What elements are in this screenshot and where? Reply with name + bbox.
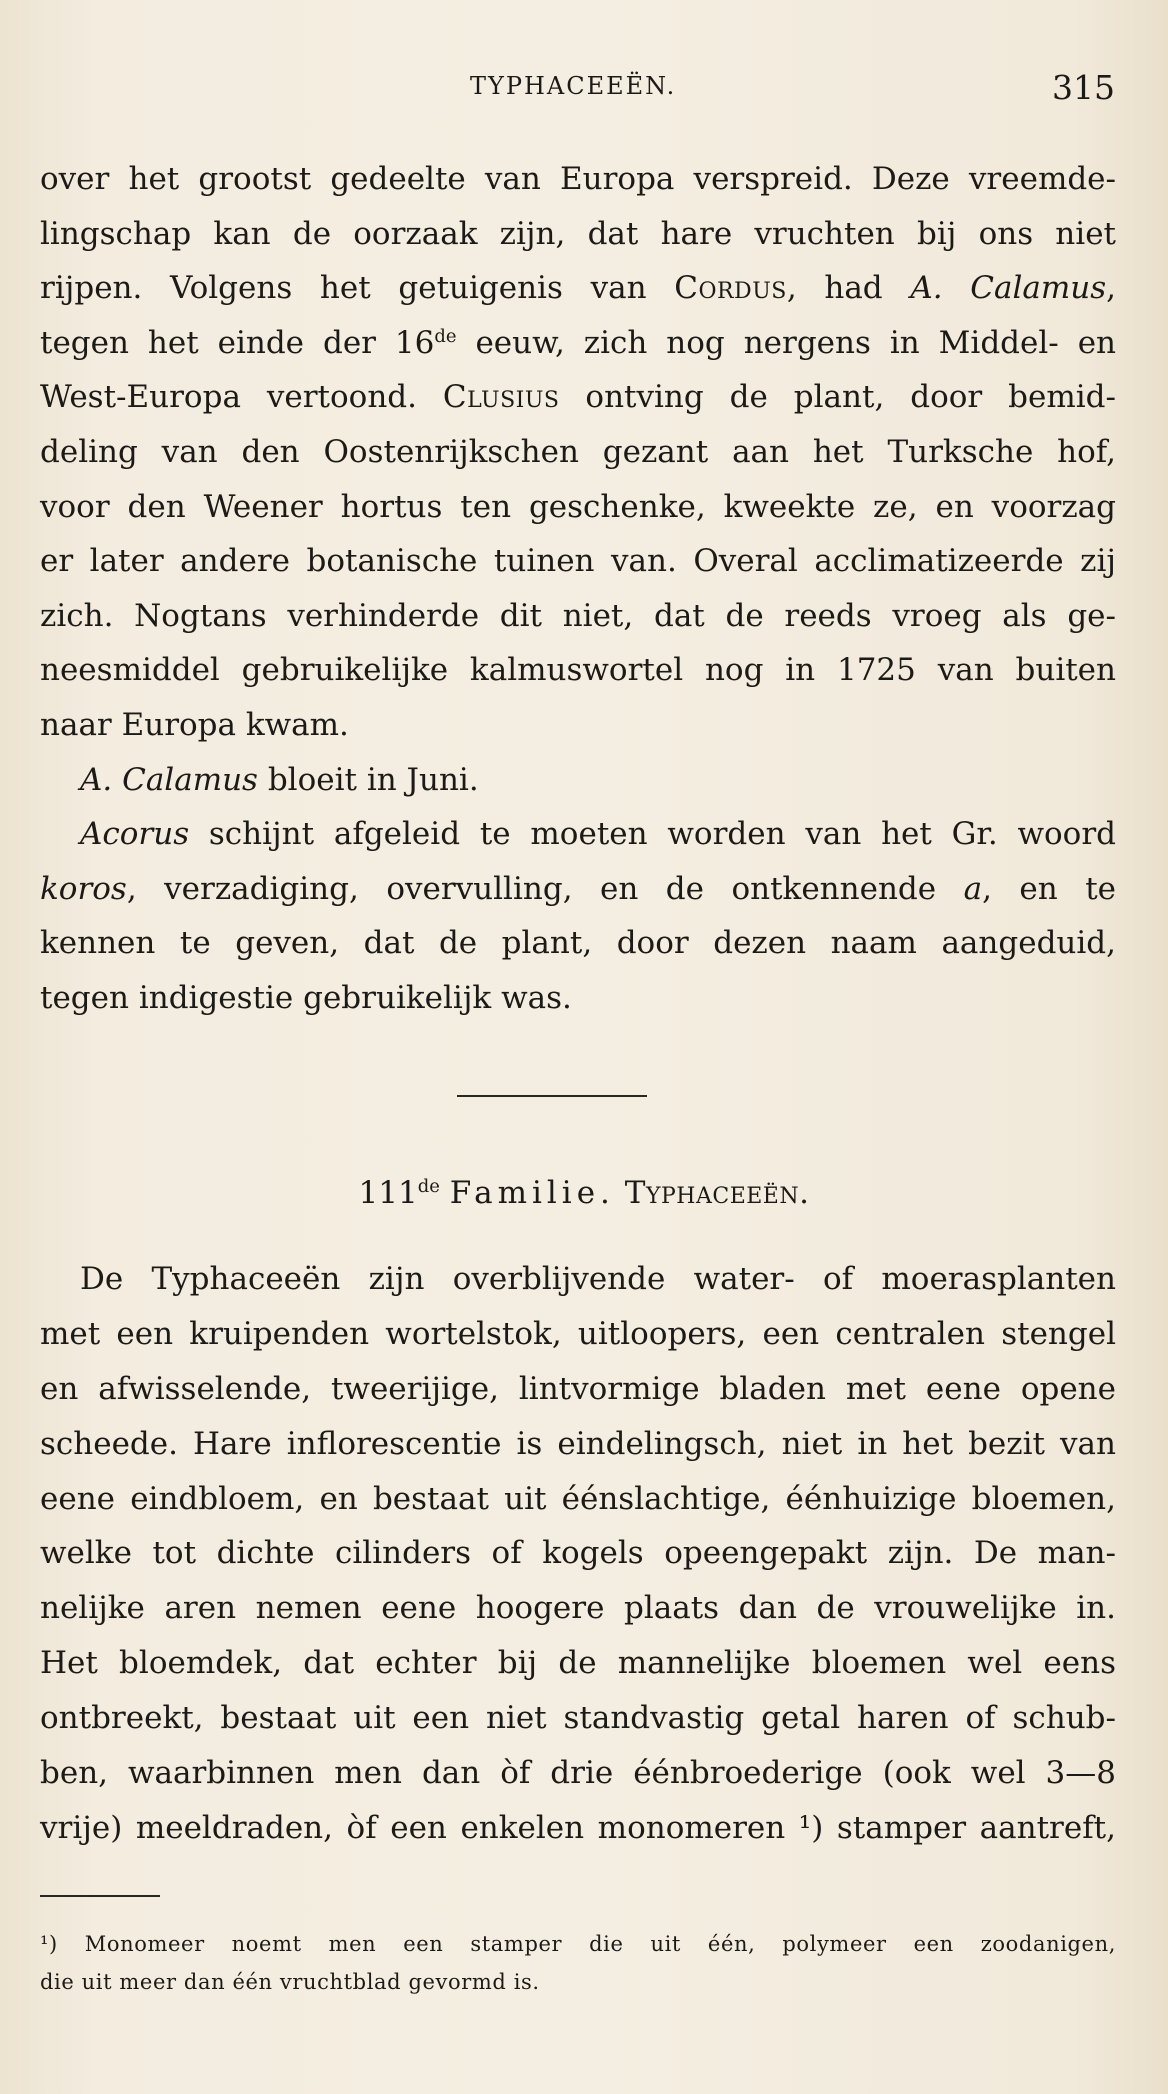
text-block-acorus <box>40 152 1116 1026</box>
footnote-line: die uit meer dan één vruchtblad gevormd is. <box>40 1970 540 1994</box>
running-title: TYPHACEEËN. <box>470 72 677 100</box>
text-line: ontbreekt, bestaat uit een niet standvastig getal haren of schub- <box>40 1700 1116 1737</box>
family-name: Typhaceeën. <box>624 1175 810 1211</box>
text-line: A. Calamus bloeit in Juni. <box>80 761 479 798</box>
text-line: eene eindbloem, en bestaat uit éénslachtige, éénhuizige bloemen, <box>40 1480 1116 1517</box>
text-line: ben, waarbinnen men dan òf drie éénbroederige (ook wel 3—8 <box>40 1755 1116 1792</box>
text-line: welke tot dichte cilinders of kogels opeengepakt zijn. De man- <box>40 1535 1116 1572</box>
text-line: kennen te geven, dat de plant, door dezen naam aangeduid, <box>40 925 1116 962</box>
footnote-rule <box>40 1895 160 1897</box>
genus-name: Acorus <box>80 816 190 853</box>
footnote <box>40 1925 1116 2001</box>
text-line: nelijke aren nemen eene hoogere plaats dan de vrouwelijke in. <box>40 1590 1116 1627</box>
family-heading: 111de Familie. Typhaceeën. <box>358 1175 810 1211</box>
author-name: Cordus <box>674 270 787 307</box>
species-name: A. Calamus <box>910 270 1107 307</box>
species-name: A. Calamus <box>80 761 258 798</box>
text-line: er later andere botanische tuinen van. Overal acclimatizeerde zij <box>40 543 1116 580</box>
text-block-typhaceae <box>40 1252 1116 1856</box>
greek-word: koros <box>40 870 127 907</box>
text-line: deling van den Oostenrijkschen gezant aan het Turksche hof, <box>40 433 1116 470</box>
text-line: tegen indigestie gebruikelijk was. <box>40 979 572 1016</box>
text-line: met een kruipenden wortelstok, uitloopers, een centralen stengel <box>40 1315 1116 1352</box>
text-line: De Typhaceeën zijn overblijvende water- of moerasplanten <box>80 1261 1116 1297</box>
page-number: 315 <box>1052 68 1115 107</box>
text-line: scheede. Hare inflorescentie is eindelingsch, niet in het bezit van <box>40 1425 1116 1462</box>
text-line: rijpen. Volgens het getuigenis van Cordus, had A. Calamus, <box>40 270 1117 307</box>
text-line: naar Europa kwam. <box>40 706 349 743</box>
text-line: over het grootst gedeelte van Europa verspreid. Deze vreemde- <box>40 161 1116 197</box>
text-line: lingschap kan de oorzaak zijn, dat hare vruchten bij ons niet <box>40 215 1116 252</box>
text-line: koros, verzadiging, overvulling, en de ontkennende a, en te <box>40 870 1116 907</box>
text-line: zich. Nogtans verhinderde dit niet, dat de reeds vroeg als ge- <box>40 597 1116 634</box>
text-line: en afwisselende, tweerijige, lintvormige bladen met eene opene <box>40 1370 1116 1407</box>
text-line: vrije) meeldraden, òf een enkelen monomeren ¹) stamper aantreft, <box>40 1809 1116 1846</box>
text-line: Acorus schijnt afgeleid te moeten worden van het Gr. woord <box>80 816 1116 853</box>
author-name: Clusius <box>442 379 560 416</box>
text-line: tegen het einde der 16de eeuw, zich nog nergens in Middel- en <box>40 324 1116 361</box>
footnote-line: ¹) Monomeer noemt men een stamper die uit één, polymeer een zoodanigen, <box>40 1932 1116 1956</box>
section-divider <box>457 1095 647 1097</box>
text-line: voor den Weener hortus ten geschenke, kweekte ze, en voorzag <box>40 488 1116 525</box>
text-line: Het bloemdek, dat echter bij de mannelijke bloemen wel eens <box>40 1645 1116 1682</box>
text-line: West-Europa vertoond. Clusius ontving de plant, door bemid- <box>40 379 1116 416</box>
text-line: neesmiddel gebruikelijke kalmuswortel nog in 1725 van buiten <box>40 652 1116 689</box>
